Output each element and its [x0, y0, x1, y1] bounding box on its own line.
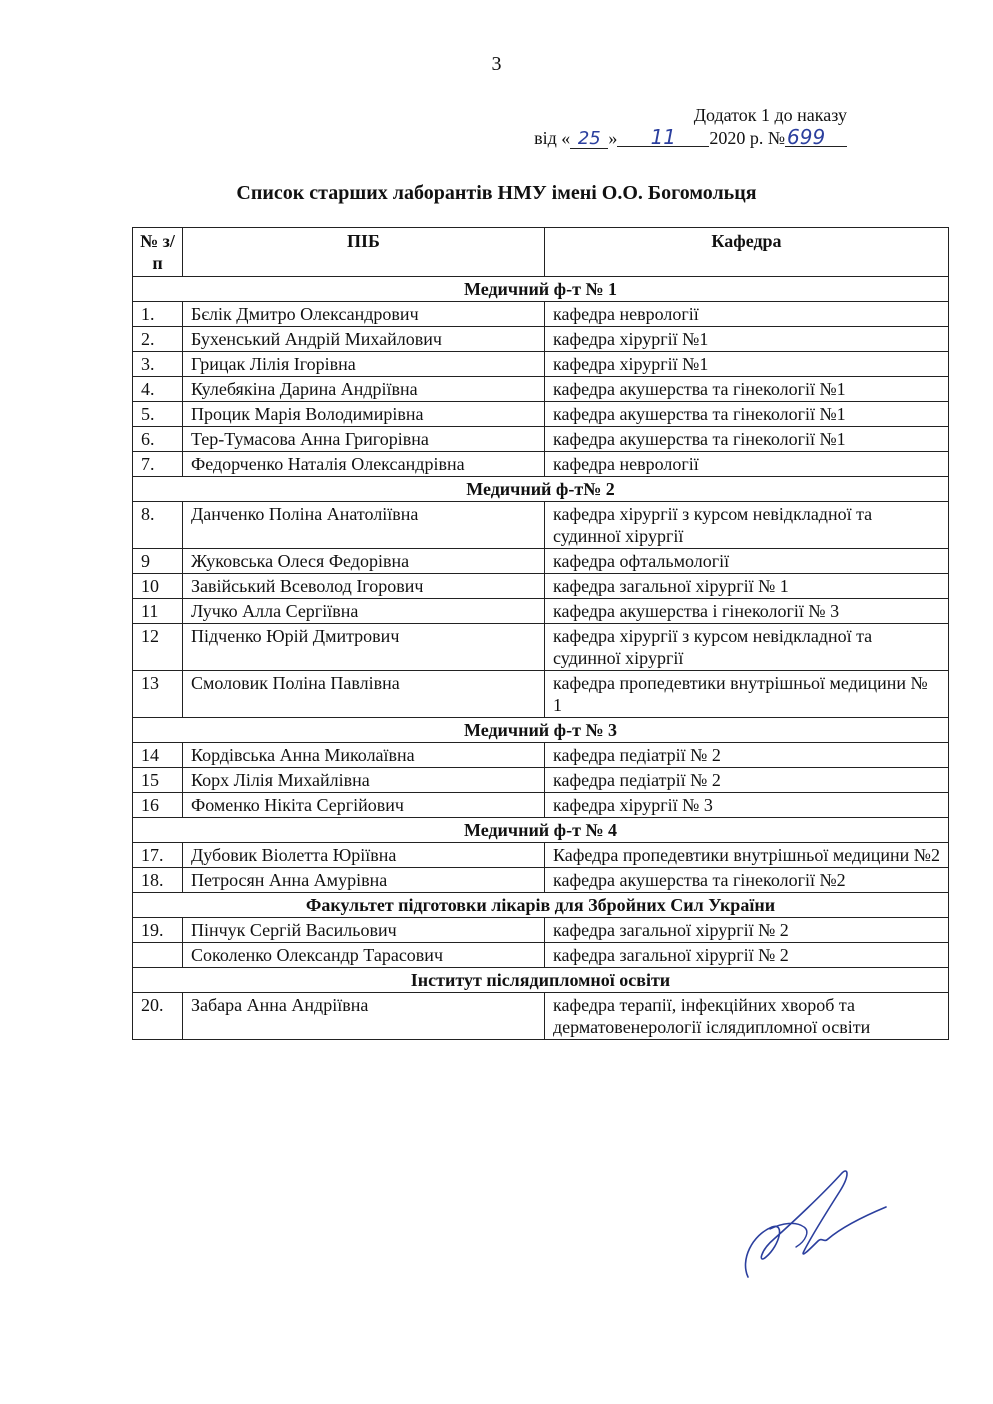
order-month: 11	[617, 128, 709, 147]
table-row	[133, 352, 949, 377]
row-number: 19.	[133, 918, 183, 943]
appendix-block	[534, 104, 847, 149]
row-department: кафедра акушерства та гінекології №1	[545, 377, 949, 402]
row-name: Петросян Анна Амурівна	[183, 868, 545, 893]
section-row	[133, 893, 949, 918]
row-number: 7.	[133, 452, 183, 477]
section-row	[133, 718, 949, 743]
row-name: Фоменко Нікіта Сергійович	[183, 793, 545, 818]
document-title: Список старших лаборантів НМУ імені О.О. Богомольця	[236, 182, 757, 204]
row-number: 6.	[133, 427, 183, 452]
row-department: кафедра неврології	[545, 452, 949, 477]
section-row	[133, 968, 949, 993]
row-department: кафедра загальної хірургії № 2	[545, 918, 949, 943]
section-title: Медичний ф-т № 1	[133, 277, 949, 302]
row-name: Корх Лілія Михайлівна	[183, 768, 545, 793]
row-number: 3.	[133, 352, 183, 377]
order-number: 699	[785, 128, 847, 147]
row-name: Дубовик Віолетта Юріївна	[183, 843, 545, 868]
row-name: Кулебякіна Дарина Андріївна	[183, 377, 545, 402]
row-number: 14	[133, 743, 183, 768]
row-department: кафедра хірургії з курсом невідкладної та судинної хірургії	[545, 624, 949, 671]
table-row	[133, 302, 949, 327]
table-row	[133, 599, 949, 624]
table-row	[133, 624, 949, 671]
section-title: Факультет підготовки лікарів для Збройних Сил України	[133, 893, 949, 918]
row-number	[133, 943, 183, 968]
row-name: Тер-Тумасова Анна Григорівна	[183, 427, 545, 452]
header-department: Кафедра	[545, 228, 949, 277]
row-department: кафедра акушерства і гінекології № 3	[545, 599, 949, 624]
section-row	[133, 277, 949, 302]
table-row	[133, 868, 949, 893]
row-name: Забара Анна Андріївна	[183, 993, 545, 1040]
row-department: кафедра хірургії №1	[545, 327, 949, 352]
row-department: кафедра загальної хірургії № 1	[545, 574, 949, 599]
table-row	[133, 549, 949, 574]
appendix-line1: Додаток 1 до наказу	[693, 105, 847, 125]
page-number: 3	[491, 53, 502, 75]
row-name: Лучко Алла Сергіївна	[183, 599, 545, 624]
table-row	[133, 574, 949, 599]
table-row	[133, 793, 949, 818]
row-department: кафедра загальної хірургії № 2	[545, 943, 949, 968]
row-number: 1.	[133, 302, 183, 327]
row-number: 4.	[133, 377, 183, 402]
row-number: 2.	[133, 327, 183, 352]
table-row	[133, 943, 949, 968]
appendix-prefix: від «	[534, 127, 571, 148]
row-name: Данченко Поліна Анатоліївна	[183, 502, 545, 549]
table-row	[133, 768, 949, 793]
table-row	[133, 427, 949, 452]
row-name: Завійський Всеволод Ігорович	[183, 574, 545, 599]
row-name: Бухенський Андрій Михайлович	[183, 327, 545, 352]
row-name: Підченко Юрій Дмитрович	[183, 624, 545, 671]
order-day: 25	[570, 130, 608, 149]
section-title: Медичний ф-т№ 2	[133, 477, 949, 502]
row-number: 11	[133, 599, 183, 624]
table-row	[133, 671, 949, 718]
table-row	[133, 743, 949, 768]
row-number: 18.	[133, 868, 183, 893]
table-row	[133, 843, 949, 868]
row-number: 13	[133, 671, 183, 718]
row-name: Жуковська Олеся Федорівна	[183, 549, 545, 574]
row-department: кафедра акушерства та гінекології №1	[545, 427, 949, 452]
row-department: кафедра пропедевтики внутрішньої медицини № 1	[545, 671, 949, 718]
header-name: ПІБ	[183, 228, 545, 277]
row-department: кафедра педіатрії № 2	[545, 743, 949, 768]
table-row	[133, 993, 949, 1040]
appendix-mid: »	[608, 127, 618, 148]
row-name: Грицак Лілія Ігорівна	[183, 352, 545, 377]
row-number: 16	[133, 793, 183, 818]
row-department: кафедра хірургії № 3	[545, 793, 949, 818]
row-number: 8.	[133, 502, 183, 549]
row-department: кафедра терапії, інфекційних хвороб та дерматовенерології іслядипломної освіти	[545, 993, 949, 1040]
table-row	[133, 452, 949, 477]
row-department: Кафедра пропедевтики внутрішньої медицини №2	[545, 843, 949, 868]
row-department: кафедра акушерства та гінекології №2	[545, 868, 949, 893]
table-row	[133, 918, 949, 943]
signature-icon	[730, 1165, 890, 1285]
row-number: 17.	[133, 843, 183, 868]
row-name: Смоловик Поліна Павлівна	[183, 671, 545, 718]
row-number: 20.	[133, 993, 183, 1040]
row-name: Федорченко Наталія Олександрівна	[183, 452, 545, 477]
lab-assistants-table	[132, 227, 949, 1040]
table-header-row	[133, 228, 949, 277]
table-row	[133, 502, 949, 549]
row-department: кафедра хірургії з курсом невідкладної та судинної хірургії	[545, 502, 949, 549]
appendix-line2	[534, 124, 847, 150]
section-row	[133, 477, 949, 502]
section-title: Медичний ф-т № 3	[133, 718, 949, 743]
row-name: Процик Марія Володимирівна	[183, 402, 545, 427]
table-row	[133, 327, 949, 352]
section-title: Інститут післядипломної освіти	[133, 968, 949, 993]
row-number: 9	[133, 549, 183, 574]
row-department: кафедра офтальмології	[545, 549, 949, 574]
row-name: Пінчук Сергій Васильович	[183, 918, 545, 943]
row-number: 5.	[133, 402, 183, 427]
row-department: кафедра акушерства та гінекології №1	[545, 402, 949, 427]
row-name: Кордівська Анна Миколаївна	[183, 743, 545, 768]
row-department: кафедра педіатрії № 2	[545, 768, 949, 793]
appendix-year: 2020 р. №	[709, 127, 785, 148]
section-row	[133, 818, 949, 843]
section-title: Медичний ф-т № 4	[133, 818, 949, 843]
row-number: 15	[133, 768, 183, 793]
row-name: Соколенко Олександр Тарасович	[183, 943, 545, 968]
row-number: 10	[133, 574, 183, 599]
row-department: кафедра хірургії №1	[545, 352, 949, 377]
table-body	[133, 277, 949, 1040]
row-name: Бєлік Дмитро Олександрович	[183, 302, 545, 327]
table-row	[133, 377, 949, 402]
row-number: 12	[133, 624, 183, 671]
header-number: № з/п	[133, 228, 183, 277]
table-row	[133, 402, 949, 427]
row-department: кафедра неврології	[545, 302, 949, 327]
